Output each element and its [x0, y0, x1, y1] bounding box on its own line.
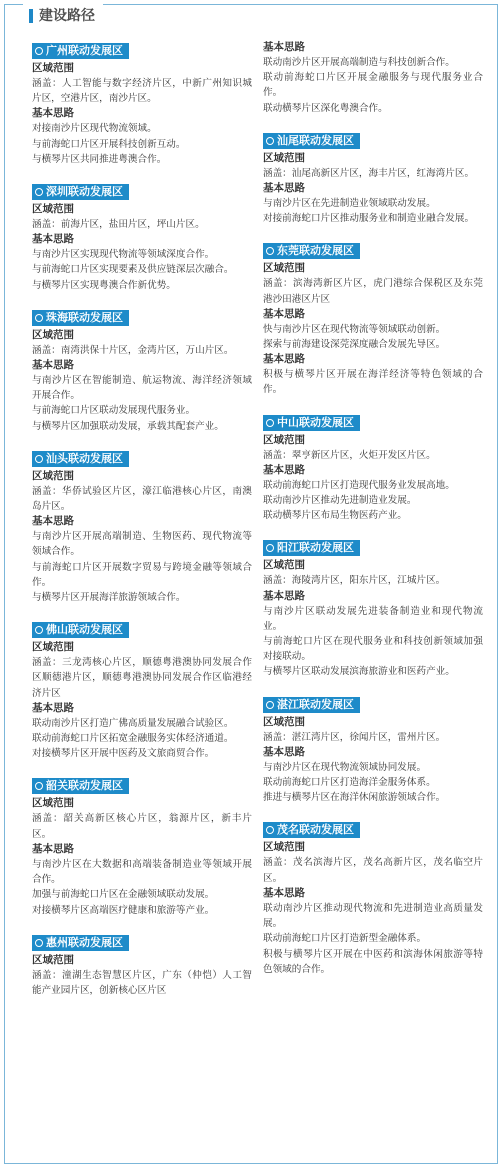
idea-text: 与南沙片区实现现代物流等领域深度合作。 [32, 249, 215, 261]
idea-label: 基本思路 [263, 182, 305, 195]
area-label: 区域范围 [32, 641, 74, 654]
idea-label: 基本思路 [32, 359, 74, 372]
idea-text: 联动前海蛇口片区开展金融服务与现代服务业合作。 [263, 72, 483, 99]
idea-text: 对接南沙片区现代物流领域。 [32, 123, 157, 135]
area-label: 区域范围 [263, 559, 305, 572]
region-block [32, 181, 252, 293]
circle-icon [35, 626, 43, 634]
idea-text: 联动南沙片区打造广佛高质量发展融合试验区。 [32, 717, 234, 729]
circle-icon [35, 782, 43, 790]
page-title [23, 4, 103, 28]
idea-label: 基本思路 [32, 842, 74, 855]
idea-label: 基本思路 [32, 233, 74, 246]
region-name: 汕尾联动发展区 [277, 133, 354, 147]
page-title-text: 建设路径 [39, 8, 95, 24]
region-title [263, 822, 360, 838]
idea-text: 联动横琴片区布局生物医药产业。 [263, 510, 407, 522]
idea-text: 对接横琴片区高端医疗健康和旅游等产业。 [32, 904, 215, 916]
idea-label: 基本思路 [263, 41, 305, 53]
circle-icon [266, 419, 274, 427]
idea-text: 与横琴片区共同推进粤澳合作。 [32, 153, 167, 165]
region-title [263, 243, 360, 259]
region-block [32, 932, 252, 998]
circle-icon [266, 701, 274, 709]
region-title [263, 697, 360, 713]
area-text: 涵盖：滨海湾新区片区，虎门港综合保税区及东莞港沙田港区片区 [263, 278, 483, 305]
area-label: 区域范围 [32, 469, 74, 482]
region-name: 韶关联动发展区 [46, 779, 123, 793]
idea-text: 与横琴片区加强联动发展，承载其配套产业。 [32, 420, 224, 432]
region-block [263, 819, 483, 976]
area-label: 区域范围 [32, 328, 74, 341]
area-text: 涵盖：前海片区，盐田片区，坪山片区。 [32, 219, 205, 231]
idea-text: 联动前海蛇口片区打造新型金融体系。 [263, 933, 427, 945]
circle-icon [266, 137, 274, 145]
idea-text: 与横琴片区实现粤澳合作新优势。 [32, 279, 176, 291]
idea-text: 联动横琴片区深化粤澳合作。 [263, 102, 388, 114]
region-block [32, 619, 252, 761]
region-name: 汕头联动发展区 [46, 451, 123, 465]
region-block [32, 775, 252, 917]
region-block [263, 40, 483, 116]
idea-label: 基本思路 [263, 589, 305, 602]
idea-text: 探索与前海建设深莞深度融合发展先导区。 [263, 339, 446, 351]
idea-text: 快与南沙片区在现代物流等领域联动创新。 [263, 323, 446, 335]
area-label: 区域范围 [32, 953, 74, 966]
region-name: 茂名联动发展区 [277, 823, 354, 837]
region-title [32, 778, 129, 794]
idea-text: 积极与横琴片区开展在海洋经济等特色领域的合作。 [263, 369, 483, 396]
idea-text: 对接横琴片区开展中医药及文旅商贸合作。 [32, 748, 215, 760]
area-text: 涵盖：三龙湾核心片区，顺德粤港澳协同发展合作区顺德港片区，顺德粤港澳协同发展合作区临港经济片区 [32, 657, 252, 699]
idea-text: 与南沙片区联动发展先进装备制造业和现代物流业。 [263, 605, 483, 632]
region-name: 东莞联动发展区 [277, 244, 354, 258]
circle-icon [266, 544, 274, 552]
idea-text: 联动南沙片区开展高端制造与科技创新合作。 [263, 57, 455, 68]
idea-text: 与前海蛇口片区开展数字贸易与跨境金融等领域合作。 [32, 561, 252, 588]
area-label: 区域范围 [263, 841, 305, 854]
title-accent-bar [29, 9, 33, 23]
idea-text: 与前海蛇口片区在现代服务业和科技创新领域加强对接联动。 [263, 636, 483, 663]
idea-label: 基本思路 [263, 307, 305, 320]
idea-text: 与南沙片区在智能制造、航运物流、海洋经济领域开展合作。 [32, 375, 252, 402]
area-label: 区域范围 [263, 715, 305, 728]
idea-label: 基本思路 [32, 701, 74, 714]
idea-text: 积极与横琴片区开展在中医药和滨海休闲旅游等特色领域的合作。 [263, 948, 483, 975]
area-label: 区域范围 [32, 62, 74, 74]
circle-icon [35, 455, 43, 463]
area-label: 区域范围 [263, 433, 305, 446]
idea-label: 基本思路 [263, 886, 305, 899]
idea-label: 基本思路 [263, 463, 305, 476]
idea-text: 加强与前海蛇口片区在金融领域联动发展。 [32, 889, 215, 901]
idea-text: 联动前海蛇口片区打造现代服务业发展高地。 [263, 479, 455, 491]
region-block [263, 240, 483, 397]
area-text: 涵盖：翠亨新区片区，火炬开发区片区。 [263, 449, 436, 461]
region-title [32, 451, 129, 467]
region-block [32, 40, 252, 167]
idea-text: 联动南沙片区推动先进制造业发展。 [263, 495, 417, 507]
region-name: 中山联动发展区 [277, 415, 354, 429]
region-title [263, 133, 360, 149]
region-block [263, 130, 483, 227]
region-name: 广州联动发展区 [46, 44, 123, 57]
region-title [32, 935, 129, 951]
idea-text: 与横琴片区联动发展滨海旅游业和医药产业。 [263, 666, 455, 678]
region-name: 深圳联动发展区 [46, 185, 123, 199]
circle-icon [266, 247, 274, 255]
idea-label: 基本思路 [263, 745, 305, 758]
circle-icon [35, 188, 43, 196]
region-name: 湛江联动发展区 [277, 697, 354, 711]
idea-text: 联动前海蛇口片区拓宽金融服务实体经济通道。 [32, 733, 234, 745]
region-title [32, 310, 129, 326]
circle-icon [35, 47, 43, 55]
region-name: 佛山联动发展区 [46, 623, 123, 637]
idea-text: 联动前海蛇口片区打造海洋金服务体系。 [263, 777, 436, 789]
region-title [263, 415, 360, 431]
area-label: 区域范围 [32, 797, 74, 810]
area-label: 区域范围 [263, 151, 305, 164]
area-text: 涵盖：韶关高新区核心片区，翁源片区，新丰片区。 [32, 813, 252, 840]
idea-text: 与横琴片区开展海洋旅游领域合作。 [32, 592, 186, 604]
region-block [263, 412, 483, 524]
idea-label: 基本思路 [263, 353, 305, 366]
idea-text: 与南沙片区在现代物流领域协同发展。 [263, 761, 427, 773]
area-text: 涵盖：人工智能与数字经济片区，中新广州知识城片区，空港片区，南沙片区。 [32, 78, 252, 105]
region-block [32, 448, 252, 605]
idea-text: 与南沙片区在先进制造业领域联动发展。 [263, 198, 436, 210]
region-block [263, 694, 483, 806]
area-text: 涵盖：南湾洪保十片区，金湾片区，万山片区。 [32, 344, 234, 356]
region-name: 惠州联动发展区 [46, 935, 123, 949]
region-title [32, 622, 129, 638]
region-name: 珠海联动发展区 [46, 310, 123, 324]
idea-text: 对接前海蛇口片区推动服务业和制造业融合发展。 [263, 213, 475, 225]
circle-icon [35, 939, 43, 947]
idea-text: 与南沙片区开展高端制造、生物医药、现代物流等领域合作。 [32, 531, 252, 558]
idea-text: 与前海蛇口片区开展科技创新互动。 [32, 138, 186, 150]
area-label: 区域范围 [32, 203, 74, 216]
region-name: 阳江联动发展区 [277, 541, 354, 555]
region-title [263, 540, 360, 556]
area-label: 区域范围 [263, 262, 305, 275]
region-title [32, 184, 129, 200]
idea-text: 推进与横琴片区在海洋休闲旅游领域合作。 [263, 792, 446, 804]
idea-text: 联动南沙片区推动现代物流和先进制造业高质量发展。 [263, 902, 483, 930]
area-text: 涵盖：潼湖生态智慧区片区，广东（仲恺）人工智能产业园片区，创新核心区片区 [32, 969, 252, 996]
idea-text: 与南沙片区在大数据和高端装备制造业等领域开展合作。 [32, 858, 252, 886]
right-column [263, 40, 483, 991]
region-block [263, 537, 483, 679]
area-text: 涵盖：华侨试验区片区，濠江临港核心片区，南澳岛片区。 [32, 485, 252, 513]
region-title [32, 43, 129, 59]
idea-text: 与前海蛇口片区实现要素及供应链深层次融合。 [32, 264, 234, 276]
idea-label: 基本思路 [32, 515, 74, 528]
area-text: 涵盖：湛江湾片区，徐闻片区，雷州片区。 [263, 731, 446, 743]
area-text: 涵盖：汕尾高新区片区，海丰片区，红海湾片区。 [263, 167, 475, 179]
area-text: 涵盖：海陵湾片区，阳东片区，江城片区。 [263, 575, 446, 587]
idea-label: 基本思路 [32, 107, 74, 120]
circle-icon [35, 314, 43, 322]
idea-text: 与前海蛇口片区联动发展现代服务业。 [32, 405, 196, 417]
circle-icon [266, 826, 274, 834]
region-block [32, 307, 252, 434]
area-text: 涵盖：茂名滨海片区，茂名高新片区，茂名临空片区。 [263, 857, 483, 884]
left-column [32, 40, 252, 1012]
